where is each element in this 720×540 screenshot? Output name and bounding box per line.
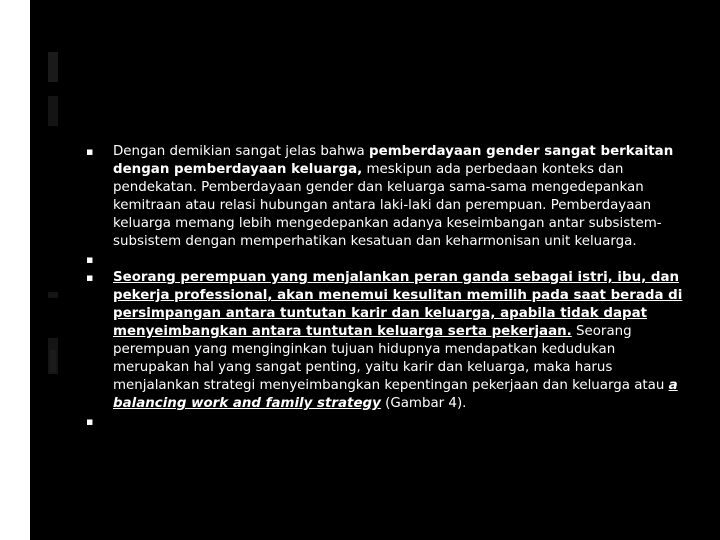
paragraph-text: meskipun ada perbedaan konteks dan pendekatan. Pemberdayaan gender dan keluarga sama-sama mengedepankan kemitraan atau relasi hubungan antara laki-laki dan perempuan. Pemberdayaan keluarga memang lebih mengedepankan adanya keseimbangan antar subsistem-subsistem dengan memperhatikan kesatuan dan keharmonisan unit keluarga. [113,162,662,249]
bullet-item [86,143,686,251]
bullet-icon: ▪ [86,271,94,284]
paragraph-text: (Gambar 4). [380,396,467,411]
paragraph-text: Seorang perempuan yang menginginkan tujuan hidupnya mendapatkan kedudukan merupakan hal yang sangat penting, yaitu karir dan keluarga, maka harus menjalankan strategi menyeimbangkan kepentingan pekerjaan dan keluarga atau [113,324,669,393]
paragraph-emphasis-text: a balancing work and family strategy [113,378,678,411]
bullet-list [86,143,686,431]
bullet-icon: ▪ [86,145,94,158]
decorative-square [48,52,58,82]
decorative-square [48,292,58,298]
empty-bullet-item [86,251,686,269]
decorative-square [48,96,58,126]
paragraph-bold-underlined-text: Seorang perempuan yang menjalankan peran ganda sebagai istri, ibu, dan pekerja professional, akan menemui kesulitan memilih pada saat berada di persimpangan antara tuntutan karir dan keluarga, apabila tidak dapat menyeimbangkan antara tuntutan keluarga serta pekerjaan. [113,270,683,339]
empty-bullet-item [86,413,686,431]
bullet-icon: ▪ [86,415,94,428]
bullet-item [86,269,686,413]
bullet-icon: ▪ [86,253,94,266]
paragraph-text: Dengan demikian sangat jelas bahwa [113,144,370,159]
decorative-square [50,350,56,372]
paragraph-bold-text: pemberdayaan gender sangat berkaitan dengan pemberdayaan keluarga, [113,144,674,177]
